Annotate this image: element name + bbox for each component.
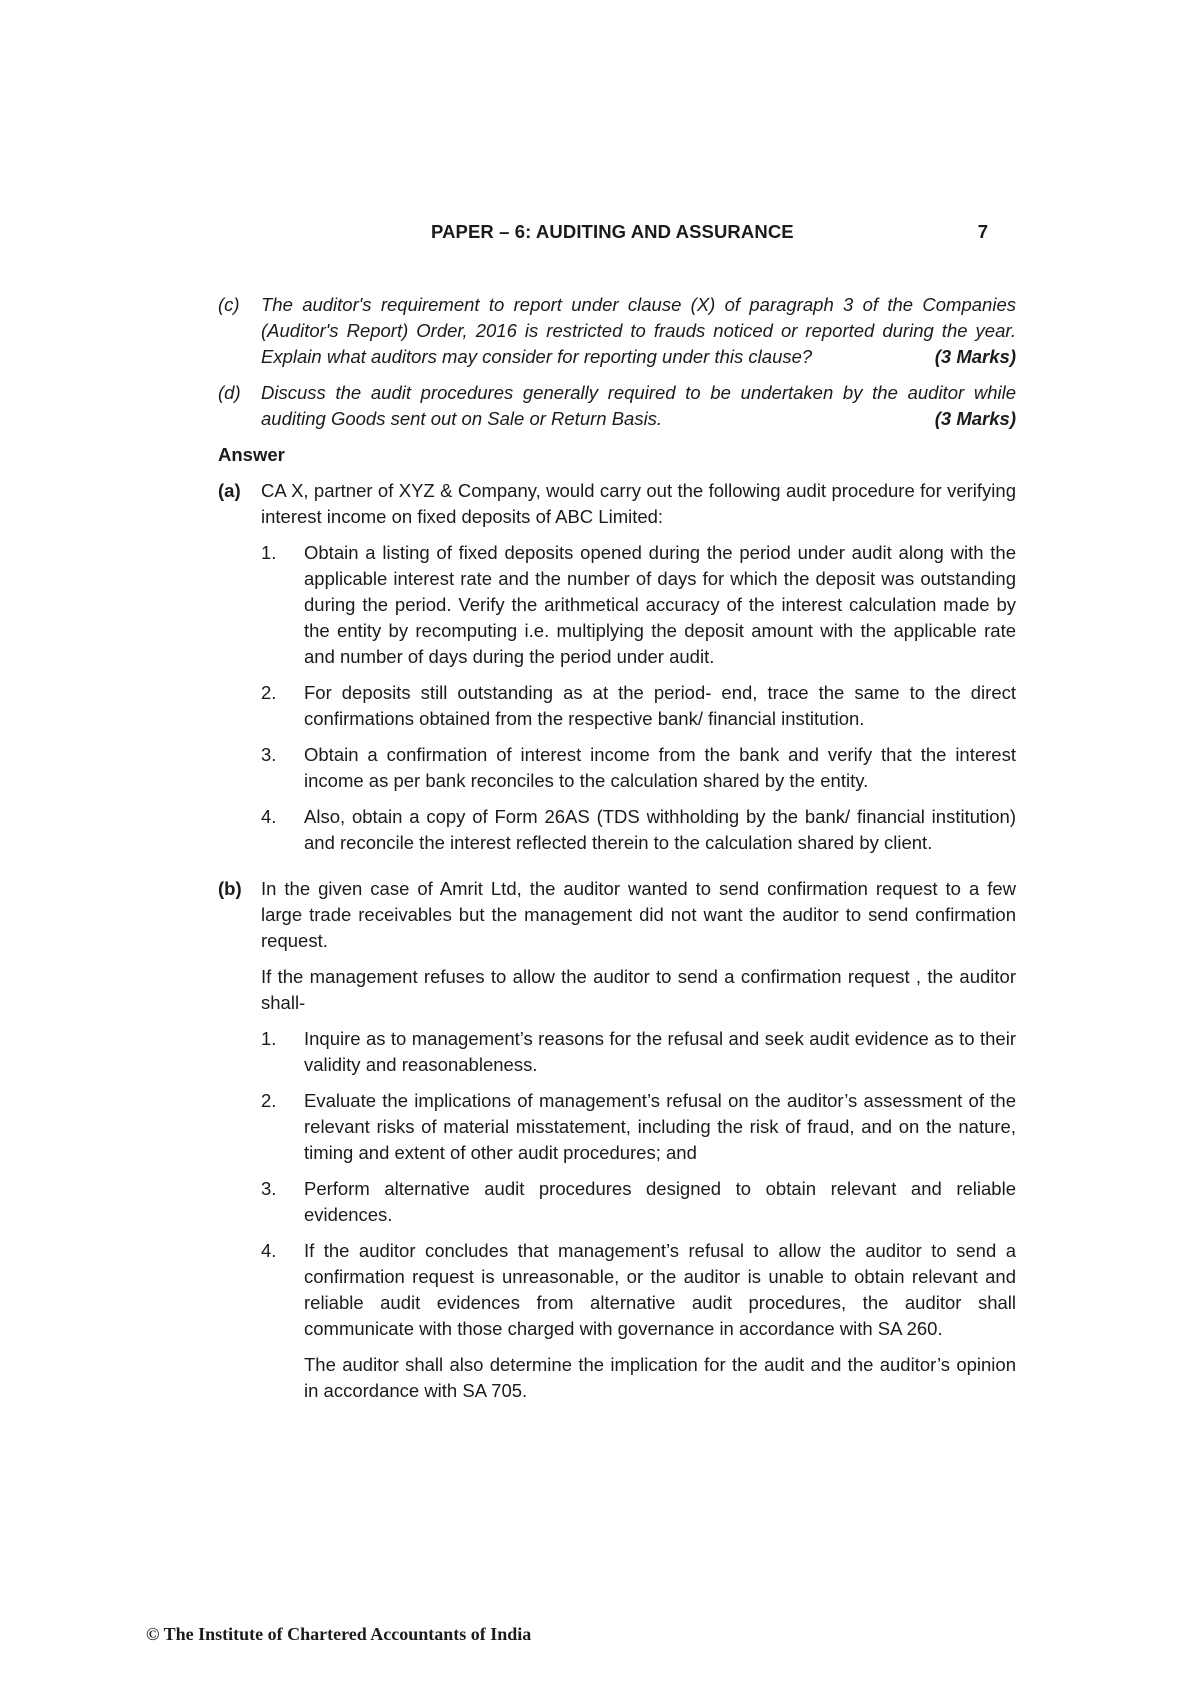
- list-item: 4. If the auditor concludes that management’s refusal to allow the auditor to send a confirmation request is unreasonable, or the auditor is unable to obtain relevant and reliable audit evidences from alternative audit procedures, the auditor shall communicate with those charged with governance in accordance with SA 260.: [261, 1240, 1016, 1339]
- page-number: 7: [977, 221, 988, 242]
- answer-label: (b): [218, 878, 242, 899]
- list-item: 1. Obtain a listing of fixed deposits opened during the period under audit along with the applicable interest rate and the number of days for which the deposit was outstanding during the period. Verify the arithmetical accuracy of the interest calculation made by the entity by recomputing i.e. multiplying the deposit amount with the applicable rate and number of days during the period under audit.: [261, 542, 1016, 667]
- question-text: The auditor's requirement to report under clause (X) of paragraph 3 of the Companies (Auditor's Report) Order, 2016 is restricted to frauds noticed or reported during the year. Explain what auditors may consider for reporting under this clause? (3 Marks): [261, 292, 1016, 370]
- content-body: [218, 292, 1016, 1424]
- question-marks: (3 Marks): [934, 346, 1016, 367]
- answer-heading: Answer: [218, 444, 285, 465]
- list-item: 1. Inquire as to management’s reasons for the refusal and seek audit evidence as to their validity and reasonableness.: [261, 1028, 1016, 1075]
- page-footer: © The Institute of Chartered Accountants of India: [146, 1624, 532, 1644]
- answer-a-list: [261, 540, 1016, 856]
- list-item: [261, 1352, 1016, 1404]
- answer-paragraph: If the management refuses to allow the auditor to send a confirmation request , the auditor shall-: [261, 966, 1016, 1013]
- question-text: Discuss the audit procedures generally required to be undertaken by the auditor while auditing Goods sent out on Sale or Return Basis. (3 Marks): [261, 380, 1016, 432]
- question-label: (c): [218, 294, 240, 315]
- question-c: [218, 292, 1016, 370]
- list-item: 3. Perform alternative audit procedures designed to obtain relevant and reliable evidences.: [261, 1178, 1016, 1225]
- answer-a: [218, 478, 1016, 866]
- answer-paragraph: In the given case of Amrit Ltd, the auditor wanted to send confirmation request to a few large trade receivables but the management did not want the auditor to send confirmation request.: [261, 878, 1016, 951]
- answer-intro: CA X, partner of XYZ & Company, would carry out the following audit procedure for verifying interest income on fixed deposits of ABC Limited:: [261, 480, 1016, 527]
- list-item: 4. Also, obtain a copy of Form 26AS (TDS withholding by the bank/ financial institution) and reconcile the interest reflected therein to the calculation shared by client.: [261, 806, 1016, 853]
- question-d: [218, 380, 1016, 432]
- answer-b-list: [261, 1026, 1016, 1404]
- list-item: 2. Evaluate the implications of management’s refusal on the auditor’s assessment of the relevant risks of material misstatement, including the risk of fraud, and on the nature, timing and extent of other audit procedures; and: [261, 1090, 1016, 1163]
- list-item: 3. Obtain a confirmation of interest income from the bank and verify that the interest income as per bank reconciles to the calculation shared by the entity.: [261, 744, 1016, 791]
- question-marks: (3 Marks): [934, 408, 1016, 429]
- answer-b: [218, 876, 1016, 1414]
- list-item: 2. For deposits still outstanding as at the period- end, trace the same to the direct confirmations obtained from the respective bank/ financial institution.: [261, 682, 1016, 729]
- closing-paragraph: The auditor shall also determine the implication for the audit and the auditor’s opinion in accordance with SA 705.: [304, 1354, 1016, 1401]
- answer-label: (a): [218, 480, 241, 501]
- question-label: (d): [218, 382, 241, 403]
- page-header-title: PAPER – 6: AUDITING AND ASSURANCE: [431, 221, 794, 242]
